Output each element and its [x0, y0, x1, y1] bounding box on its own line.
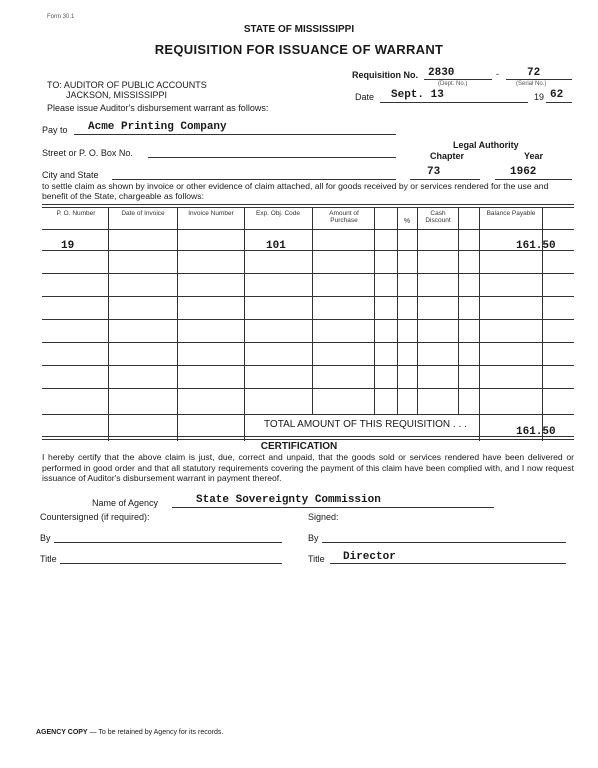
- col-exp-obj-code: Exp. Obj. Code: [255, 210, 301, 217]
- countersign-title-label: Title: [40, 554, 57, 564]
- page-title: REQUISITION FOR ISSUANCE OF WARRANT: [154, 42, 444, 57]
- legal-year-value[interactable]: 1962: [510, 166, 537, 178]
- footer-copy-label: AGENCY COPY: [36, 729, 88, 736]
- col-invoice-number: Invoice Number: [188, 210, 234, 217]
- row1-po-number[interactable]: 19: [61, 240, 75, 252]
- state-heading: STATE OF MISSISSIPPI: [243, 24, 355, 35]
- serial-number-value[interactable]: 72: [527, 67, 541, 79]
- pay-to-value[interactable]: Acme Printing Company: [88, 121, 227, 133]
- date-value[interactable]: Sept. 13: [391, 89, 444, 101]
- chapter-value[interactable]: 73: [427, 166, 441, 178]
- col-date-of-invoice: Date of Invoice: [121, 210, 165, 217]
- city-label: City and State: [42, 170, 99, 180]
- dept-no-label: (Dept. No.): [438, 81, 468, 87]
- pay-to-label: Pay to: [42, 125, 68, 135]
- signed-label: Signed:: [308, 512, 339, 522]
- signed-title-value[interactable]: Director: [343, 551, 396, 563]
- dept-number-value[interactable]: 2830: [428, 67, 455, 79]
- col-balance-payable: Balance Payable: [486, 210, 536, 217]
- countersign-by-label: By: [40, 533, 51, 543]
- col-amount-of-purchase: Amount of Purchase: [329, 210, 359, 224]
- serial-no-label: (Serial No.): [516, 81, 547, 87]
- row1-exp-obj-code[interactable]: 101: [266, 240, 286, 252]
- agency-name-value[interactable]: State Sovereignty Commission: [196, 494, 381, 506]
- row1-balance-payable[interactable]: 161.50: [516, 240, 556, 252]
- year-prefix: 19: [534, 92, 545, 102]
- agency-name-label: Name of Agency: [92, 498, 159, 508]
- form-number: Form 30.1: [47, 14, 75, 20]
- chapter-label: Chapter: [430, 151, 465, 161]
- requisition-dash: -: [496, 69, 499, 79]
- signed-by-label: By: [308, 533, 319, 543]
- countersigned-label: Countersigned (if required):: [40, 512, 150, 522]
- total-value[interactable]: 161.50: [516, 426, 556, 438]
- year-value[interactable]: 62: [550, 89, 564, 101]
- to-line-1: TO: AUDITOR OF PUBLIC ACCOUNTS: [47, 80, 207, 90]
- legal-authority-label: Legal Authority: [453, 140, 519, 150]
- col-percent: %: [403, 218, 411, 225]
- to-line-2: JACKSON, MISSISSIPPI: [66, 90, 168, 100]
- total-label: TOTAL AMOUNT OF THIS REQUISITION . . .: [264, 419, 467, 430]
- footer-copy-text: — To be retained by Agency for its records.: [89, 729, 224, 736]
- certification-text: I hereby certify that the above claim is just, due, correct and unpaid, that the goods sold or services rendered have been delivered or performed in good order and that all statutory requirements covering the payment of this claim have been complied with, and I now request issuance of Auditor's disbursement warrant in payment thereof.: [42, 452, 574, 483]
- col-cash-discount: Cash Discount: [425, 210, 451, 224]
- to-line-3: Please issue Auditor's disbursement warrant as follows:: [47, 103, 269, 113]
- year-label: Year: [524, 151, 544, 161]
- certification-title: CERTIFICATION: [260, 441, 338, 452]
- footer-note: [36, 729, 223, 736]
- claim-text: to settle claim as shown by invoice or other evidence of claim attached, all for goods received by or services rendered for the use and benefit of the State, chargeable as follows:: [42, 181, 549, 201]
- col-po-number: P. O. Number: [56, 210, 96, 217]
- date-label: Date: [355, 92, 375, 102]
- requisition-label: Requisition No.: [352, 70, 418, 80]
- street-label: Street or P. O. Box No.: [42, 148, 133, 158]
- signed-title-label: Title: [308, 554, 325, 564]
